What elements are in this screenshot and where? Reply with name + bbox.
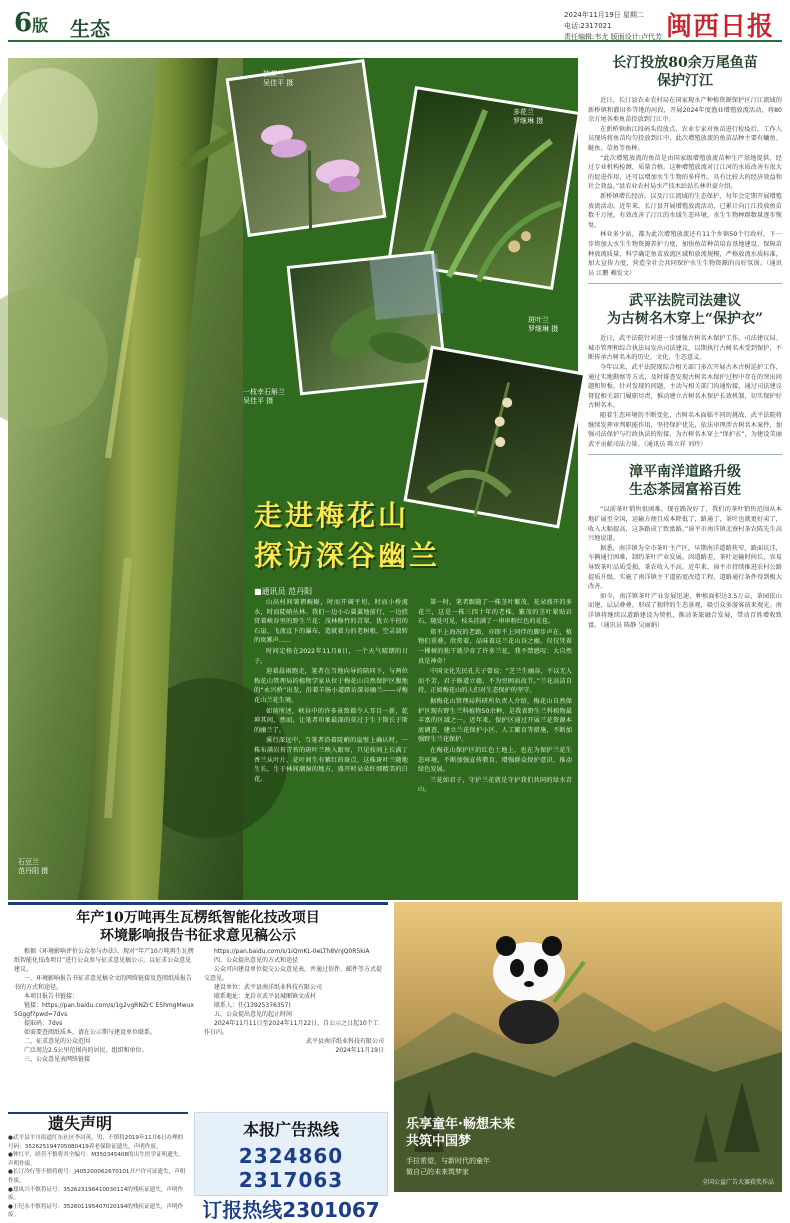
notice-paragraph: 联系人：任(13925376357) [214,1002,291,1009]
subscription-hotline: 订报热线2301067 [202,1198,380,1222]
orchid-photo-pleione [226,59,387,237]
caption-pleione: 独蒜兰 吴佳平 摄 [263,70,294,87]
notice-paragraph: 三、公众意见表网络链接 [24,1056,91,1063]
feature-title [254,496,514,576]
pleione-flower-icon [229,62,390,240]
lost-item: ●郑凤兴不慎将证号：352623196410030114的残疾证遗失，声明作废。 [8,1186,184,1202]
ad-subtitle-line2: 做自己的未来筑梦家 [406,1168,469,1176]
feature-paragraph: 据梅花山管理局科研所负责人介绍，梅花山自然保护区现有野生兰科植物50余种，是我省野生兰科植物最丰富的区域之一，近年来，保护区通过开展兰花资源本底调查、建立兰花保护小区、人工繁育等措施，不断加强野生兰花保护。 [418,697,572,744]
notice-paragraph: 建设单位：武平县南洋纸业科技有限公司 [214,984,323,991]
environmental-notice [8,902,388,1110]
notice-title-line1: 年产10万吨再生瓦楞纸智能化技改项目 [76,910,320,926]
notice-paragraph: 二、征求意见的公众范围 [24,1038,91,1045]
orchid-photo-goodyera [287,251,448,396]
article-body-wuping [588,334,782,449]
article-paragraph: 如今，南洋镇茶叶产业发展迅速，种植面积达3.5万亩，茶园依山而建，层层叠叠，形成了独特的生态景观，吸引众多游客前来观光。南洋镇将继续以道路建设为契机，推动茶旅融合发展，带动百姓增收致富。（通讯员 陈静 吴丽娟） [588,592,782,629]
caption-spiranthes: 斑叶兰 罗继琳 摄 [528,316,559,333]
feature-title-line2: 探访深谷幽兰 [254,539,441,572]
header-editors: 责任编辑:韦尤 版面设计:卢代芳 [564,33,662,41]
article-paragraph: “以前茶叶销售很困难，现在路况好了，我们的茶叶销售范围从本地扩展至全国，运输方便且成本降低了，路通了，茶叶也就更好卖了，收入大幅提高，这条路成了致富路。”漳平市南洋镇北寮村茶农陈先生高兴地说道。 [588,506,782,543]
header-phone: 电话:2317021 [564,22,612,30]
lost-item: ●长汀冷行等不慎将税号：J405200062670101开户许可证遗失，声明作废。 [8,1169,186,1184]
notice-paragraph: 一、环境影响报告书征求意见稿全文的网络链接及查阅纸质报告书的方式和途径。 [14,975,193,991]
ad-slogan-line1: 乐享童年·畅想未来 [406,1117,515,1132]
article-headline-zhangping: 漳平南洋道路升级 生态茶园富裕百姓 [629,464,741,499]
notice-link[interactable]: 链接：https://pan.baidu.com/s/1g2vgRNZrC E5hmgMwux5Gggf?pwd=7dvs [14,1002,194,1018]
notice-paragraph: 2024年11月11日至2024年11月22日，自公示之日起10个工作日内。 [204,1020,379,1036]
article-headline-changting: 长汀投放80余万尾鱼苗 保护汀江 [612,55,758,89]
caption-cymbidium: 多花兰 罗继琳 摄 [513,108,544,125]
header-meta [564,10,662,43]
article-paragraph: 林业多少站，都为此次增殖放流还有11个乡镇50个行政村，下一步将加大水生生物资源养护力度，加快鱼苗种苗培育基地建设，保障苗种放流质量，科学确定鱼苗放流区域和放流规模，严格放流水质标准，加大宣传力度，营造全社会共同保护水生生物资源的良好氛围。（通讯员 江鹏 赖发文） [588,231,782,277]
page-header [8,6,782,42]
feature-paragraph: 在梅花山保护区的红色土地上，也在为保护兰花生态环境，不断加强宣传教育，增强群众保护意识，推动绿色发展。 [418,746,572,774]
feature-paragraph: 迎着晨雨跑走，笔者在当地向导的陪同下，与两位梅花山管理局的植物学家从位于梅花山自然保护区腹地的“永兴桥”出发，沿着羊肠小道踏访深谷幽兰——寻梅花山兰花生境。 [254,668,408,704]
notice-paragraph: 本项目报告书链接： [24,993,79,1000]
article-body-changting [588,96,782,278]
notice-paragraph: 公众可向建设单位提交公众意见表，并通过信件、邮件等方式提交意见。 [204,966,383,982]
feature-paragraph: 时间定格在2022年11月8日，一个天气晴朗的日子。 [254,647,408,665]
page-number [14,8,48,38]
feature-paragraph: 如前所述，峡谷中的许多景致都令人耳目一新，乾坤其间，然而，让笔者印象最深的莫过于生于斯长于斯的幽兰了。 [254,707,408,734]
notice-paragraph: 广泛周边2.5公里范围内的居民、组织和单位。 [24,1047,148,1054]
notice-paragraph: 五、公众提出意见的起止时间 [214,1011,293,1018]
feature-byline: ■通讯员 范丹阳 [254,587,313,596]
feature-title-line1: 走进梅花山 [254,499,410,532]
lost-title: 遗失声明 [8,1112,188,1134]
article-paragraph: 新桥镇增长经济，以及汀江流域的生态保护，每年会定期开展增殖放流活动。近年来，长汀县开展增殖放流活动，已累计向汀江投放鱼苗数千万尾，有效改善了汀江的水域生态环境，水生生物种群数量逐步恢复。 [588,192,782,229]
header-date: 2024年11月19日 星期二 [564,11,644,19]
mossy-tree-photo [8,58,243,900]
feature-paragraph: 中国文化先民孔夫子曾说：“芝兰生幽谷，不以无人而不芳，君子修道立德，不为穷困而改节。”兰花高洁自持，正如梅花山的人们对生态保护的坚守。 [418,668,572,695]
ad-hotline-box [194,1112,388,1222]
lost-notices [8,1112,188,1219]
public-service-ad [394,902,782,1192]
feature-body [254,598,572,894]
page-number-value: 6 [14,8,33,38]
ad-subtitle-line1: 手拉希望，与新时代的童年 [406,1157,490,1165]
notice-paragraph: 如需要查阅纸质本，请在公示期与建设单位联系。 [24,1029,157,1036]
article-paragraph: 据悉，南洋镇为全市茶叶主产区，早期南洋道路狭窄、路面坑洼，车辆通行困难，制约茶叶产业发展。因道路差，茶叶运输时间长，容易导致茶叶品质受损，茶农收入不高。近年来，漳平市持续推进农村公路提质升级，实施了南洋镇主干道拓宽改造工程，道路通行条件得到极大改善。 [588,544,782,591]
article-paragraph: 随着生态环境的不断变化，古树名木面临不同的挑战，武平法院将继续发挥审判职能作用，坚持保护优先，依法审理涉古树名木案件，加强司法保护与行政执法的衔接，为古树名木穿上“保护衣”，为建设美丽武平贡献司法力量。（通讯员 陈立祥 刘玲） [588,412,782,448]
page-suffix: 版 [32,16,49,35]
feature-section [8,58,578,900]
feature-paragraph: 第一时，笔者跟随了一株茎叶繁茂、花朵盛开的多花兰，这是一株三四十年的老株，繁茂的茎叶紧贴岩石，随处可见，枝头挂满了一串串粉红色的花苞。 [418,599,572,626]
ad-subtitle [406,1156,490,1178]
article-divider [588,454,782,455]
article-divider [588,283,782,284]
right-news-column [588,46,782,900]
ad-footer: 全国公益广告大赛获奖作品 [701,1179,774,1186]
newspaper-logo: 闽西日报 [665,12,774,42]
lost-item: ●钟红平，经营不慎将其全编号：M350345408的出生医学证明遗失，声明作废。 [8,1152,184,1167]
article-headline-wuping: 武平法院司法建议 为古树名木穿上“保护衣” [606,293,764,328]
notice-paragraph: 根据《环境影响评价公众参与办法》，现对“年产10万吨再生瓦楞纸智能化技改项目”进行公众参与征求意见稿公示，以征求公众意见建议。 [14,948,194,973]
notice-paragraph: 提取码：7dvs [24,1020,63,1027]
feature-paragraph: 郑不上海况的老路，亦即不上同伴的脚步声在，植物们重叠。欣赏着，品味着这兰花山谷之幽，仅仅凭着一棵树的独干就孕育了许多兰花，我不禁感叹：大自然真是神奇！ [418,628,572,665]
notice-link[interactable]: https://pan.baidu.com/s/1iQmKL-0eLTh8VnJQ0R5kiA [214,948,370,955]
ad-slogan-line2: 共筑中国梦 [406,1134,472,1149]
article-paragraph: 今年以来，武平法院现综合相关部门多次开展古木古树巡护工作，通过实地勘察等方式，及时排查发现古树名木保护过程中存在的突出问题和短板。针对发现的问题，主动与相关部门沟通衔接，通过司法建议督促相关部门履职尽责，推动建立古树名木保护长效机制，切实保护好古树名木。 [588,364,782,410]
feature-paragraph: 山高村间皱褶蜿蜒，时而开阔平坦，时而小桥流水，时而陡峭丛林。我们一边小心翼翼地前行，一边欣赏着峡谷里的野生兰花：茂林修竹的青翠、犹立千仞的石崖、飞流直下的瀑布，造就着力的老树根，空灵湍转的岚雾声…… [254,599,408,645]
article-paragraph: 近日，武平法院针对进一步加强古树名木保护工作，司法建议局、城市管理和综合执法局发出司法建议，以期执行古树名木受到保护，不断传承古树名木的历史、文化、生态意义。 [588,335,782,362]
notice-paragraph: 四、公众提出意见的方式和途径 [214,957,299,964]
lost-item: ●王纪永不慎将证号：352601195407020194的残疾证遗失，声明作废。 [8,1203,184,1219]
ad-slogan [406,1116,515,1150]
article-paragraph: 在新桥镇曲江段码头投放点，农业专家对鱼苗进行检疫后，工作人员现场将鱼苗均匀投放到江中，此次增殖放流的鱼苗品种主要有鳙鱼、鲢鱼、草鱼等鱼种。 [588,125,782,152]
lost-body [8,1134,188,1220]
article-body-zhangping [588,505,782,630]
section-name: 生态 [70,17,110,41]
lost-item: ●武平县平川街道红东社区李昌英，男，不慎将2019年11月6日办理的号码：352625194705080419养老保险证遗失，声明作废。 [8,1135,184,1150]
feature-paragraph: 溪行深远中，当笔者沿着陡峭的崖壁上确认时，一株布满岩苔青苔的斑叶兰映入眼帘，只见枝间上长满丁香兰从叶片，花叶间生有紫红的斑点，这株斑叶兰随地生长，生于林间潮湿的地方，盛开时朵朵纤细精美的白花。 [254,737,408,783]
hotline-number: 2324860 2317063 [238,1144,344,1192]
caption-bulbophyllum: 石豆兰 范丹阳 摄 [18,858,49,875]
notice-title-line2: 环境影响报告书征求意见稿公示 [100,928,296,944]
notice-paragraph: 联系地址：龙岩市武平县城厢镇文成村 [214,993,317,1000]
caption-dendrobium: 一枝幸石斛兰 吴佳平 摄 [243,388,285,405]
article-paragraph: “此次增殖放流的鱼苗是由国家级增殖放流苗种生产基地提供，经过专业机构检测，质量合格。这种增殖放流对汀江河的水质改善有很大的促进作用，还可以增加水生生物的多样性，具有比较大的经济效益和社会效益。”县农业农村局水产技术站站长林世豪介绍。 [588,154,782,191]
hotline-title: 本报广告热线 [242,1120,339,1139]
article-paragraph: 近日，长汀县农业农村局在国家现水产种植资源保护区汀江流域的新桥镇和濯田乡等地的河段，开展2024年度渔业增殖放流活动，将80余万尾各类鱼苗投放到汀江中。 [588,97,782,124]
notice-body [14,947,384,1109]
notice-signature: 武平县南洋纸业科技有限公司 2024年11月19日 [305,1038,384,1054]
feature-paragraph: 兰花如君子，守护兰花就是守护我们共同的绿水青山。 [418,776,572,794]
